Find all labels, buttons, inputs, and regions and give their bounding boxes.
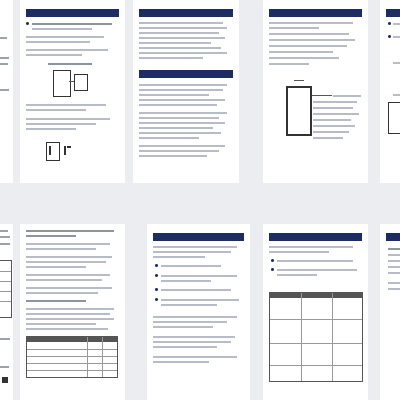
left-edge-page-bottom <box>0 224 13 400</box>
page-number <box>386 386 398 392</box>
page-banner <box>386 233 400 241</box>
page-number <box>223 168 235 174</box>
troubleshooting-table <box>269 292 363 382</box>
page-banner <box>269 233 362 241</box>
page-number <box>109 168 121 174</box>
manual-page-bottom-1 <box>20 224 125 400</box>
device-illustration <box>53 70 71 97</box>
charger-illustration <box>74 74 88 91</box>
manual-page-top-2 <box>133 0 239 183</box>
manual-page-bottom-3 <box>263 224 368 400</box>
manual-page-top-1 <box>20 0 125 183</box>
page-banner-2 <box>139 70 233 78</box>
page-number <box>352 168 364 174</box>
manual-page-top-3 <box>263 0 368 183</box>
device-diagram <box>286 86 312 136</box>
page-number <box>352 386 364 392</box>
page-banner <box>139 9 233 17</box>
page-number <box>234 386 246 392</box>
page-banner <box>269 9 362 17</box>
page-number <box>24 386 36 392</box>
spec-table <box>26 336 118 378</box>
right-edge-page-bottom <box>380 224 400 400</box>
left-edge-page-top <box>0 0 13 183</box>
manual-page-bottom-2 <box>147 224 250 400</box>
page-number <box>386 168 398 174</box>
right-edge-page-top <box>380 0 400 183</box>
page-banner <box>26 9 119 17</box>
page-banner <box>153 233 244 241</box>
page-banner <box>386 9 400 17</box>
